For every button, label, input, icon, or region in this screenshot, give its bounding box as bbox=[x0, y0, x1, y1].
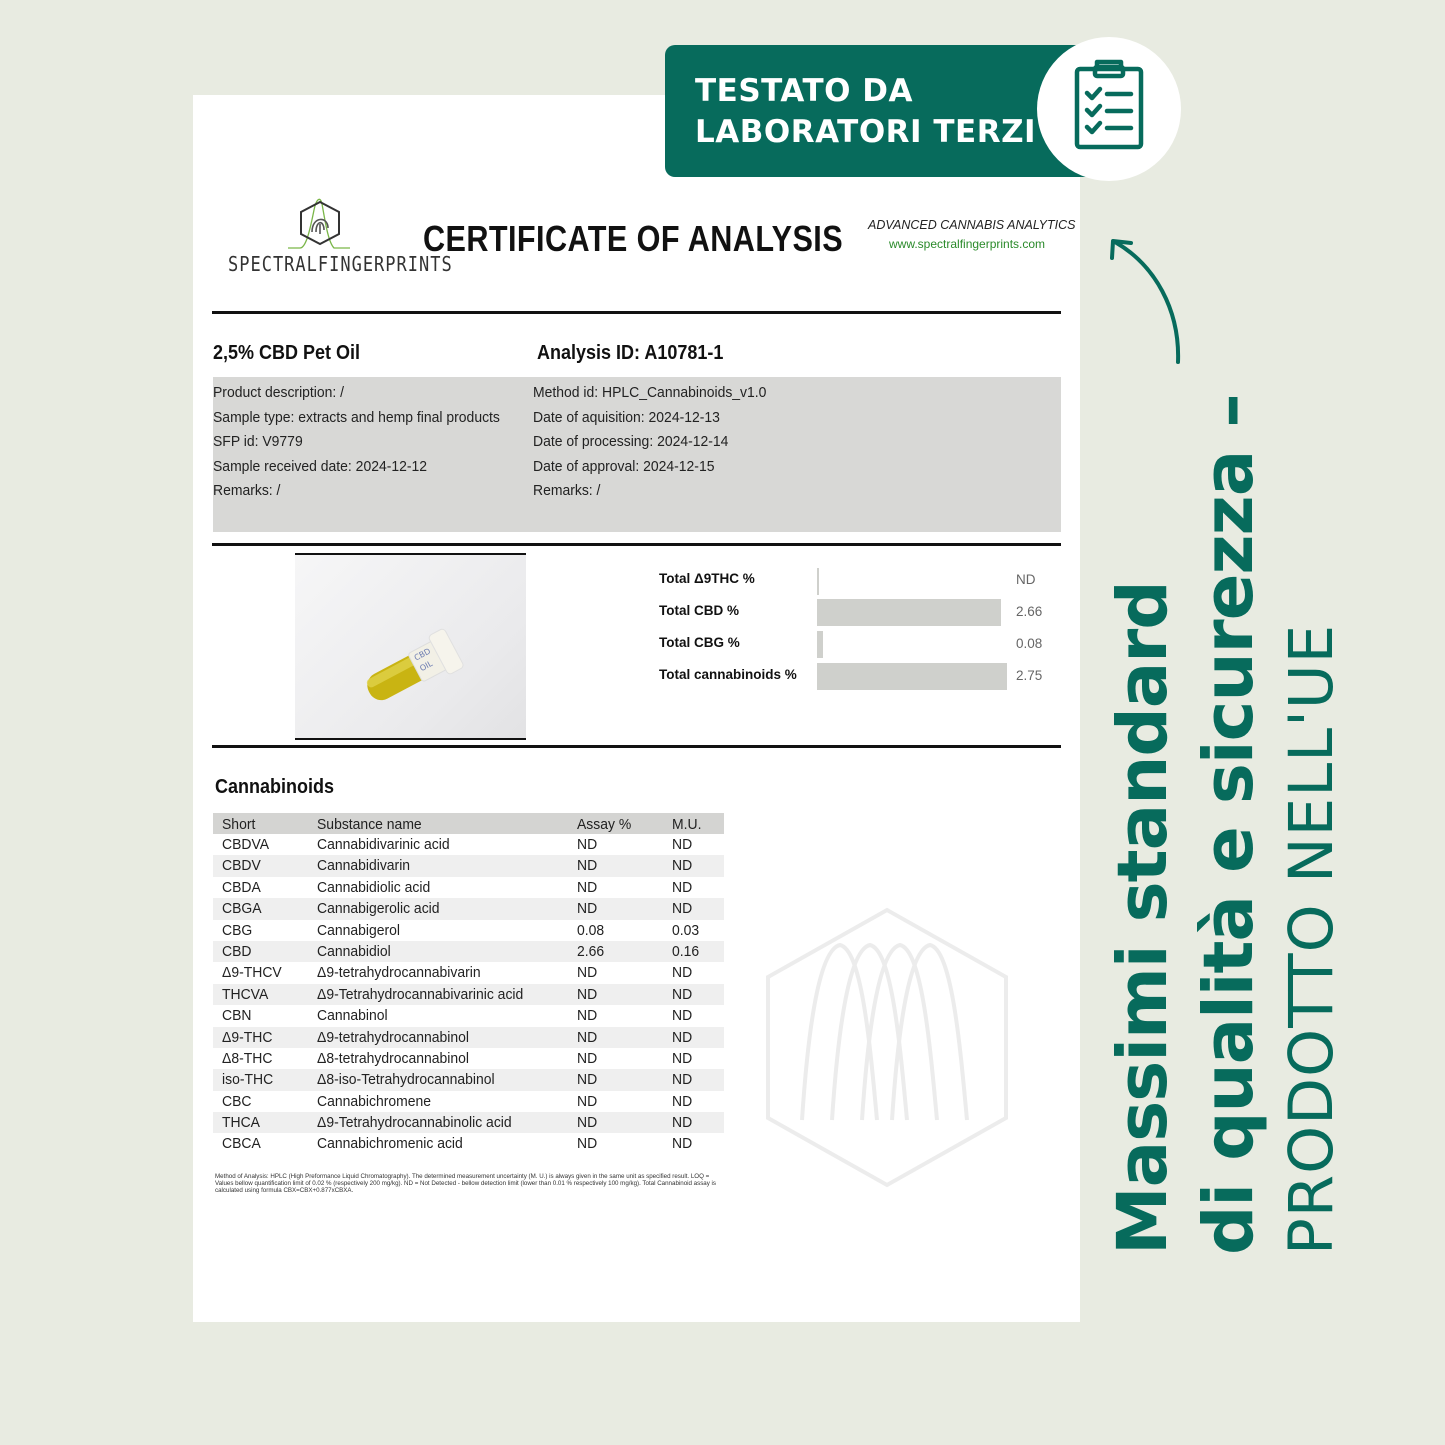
table-row bbox=[213, 1091, 724, 1112]
cell-mu: 0.03 bbox=[672, 921, 700, 939]
cell-assay: 0.08 bbox=[577, 921, 605, 939]
cell-assay: ND bbox=[577, 1049, 598, 1067]
divider bbox=[212, 543, 1061, 546]
cell-short: CBGA bbox=[222, 900, 262, 918]
table-row bbox=[213, 920, 724, 941]
table-row bbox=[213, 1048, 724, 1069]
cell-substance: Δ9-Tetrahydrocannabivarinic acid bbox=[317, 985, 524, 1003]
cell-short: CBD bbox=[222, 942, 252, 960]
cell-substance: Cannabinol bbox=[317, 1007, 388, 1025]
table-row bbox=[213, 1027, 724, 1048]
cell-mu: ND bbox=[672, 836, 693, 853]
cell-assay: ND bbox=[577, 1071, 598, 1089]
info-remarks: Remarks: / bbox=[213, 482, 281, 499]
cell-substance: Cannabigerolic acid bbox=[317, 900, 440, 918]
table-row bbox=[213, 1112, 724, 1133]
cell-mu: ND bbox=[672, 1028, 693, 1046]
cell-mu: ND bbox=[672, 857, 693, 875]
total-cbg-value: 0.08 bbox=[1016, 636, 1043, 651]
cell-assay: ND bbox=[577, 857, 598, 875]
cell-short: iso-THC bbox=[222, 1071, 274, 1089]
cell-substance: Δ8-tetrahydrocannabinol bbox=[317, 1049, 470, 1067]
total-cbd-label: Total CBD % bbox=[659, 603, 739, 618]
badge-line-1: TESTATO DA bbox=[695, 73, 913, 109]
table-row bbox=[213, 1069, 724, 1090]
divider bbox=[212, 745, 1061, 748]
cannabinoids-table bbox=[213, 813, 724, 1155]
cell-mu: ND bbox=[672, 900, 693, 918]
table-row bbox=[213, 962, 724, 983]
info-remarks-right: Remarks: / bbox=[533, 482, 601, 499]
divider bbox=[212, 311, 1061, 314]
cell-short: THCVA bbox=[222, 985, 269, 1003]
badge-line-2: LABORATORI TERZI bbox=[695, 114, 1037, 150]
total-cbg-label: Total CBG % bbox=[659, 635, 740, 650]
total-cannabinoids-label: Total cannabinoids % bbox=[659, 667, 797, 682]
cell-short: Δ8-THC bbox=[222, 1049, 273, 1067]
total-thc-bar bbox=[817, 568, 819, 595]
tagline-line-1: Massimi standard bbox=[1103, 581, 1183, 1255]
cell-assay: ND bbox=[577, 1092, 598, 1110]
vertical-tagline bbox=[1100, 394, 1352, 1255]
table-row bbox=[213, 1005, 724, 1026]
cell-mu: ND bbox=[672, 964, 693, 982]
cell-assay: ND bbox=[577, 900, 598, 918]
badge-text bbox=[695, 71, 1036, 153]
logo-text: SPECTRALFINGERPRINTS bbox=[228, 253, 453, 277]
sample-info-right bbox=[533, 381, 766, 504]
table-header-row bbox=[213, 813, 724, 834]
cell-short: CBG bbox=[222, 921, 253, 939]
header-short: Short bbox=[222, 816, 256, 833]
header-substance: Substance name bbox=[317, 816, 422, 833]
cell-mu: ND bbox=[672, 1049, 693, 1067]
method-footnote: Method of Analysis: HPLC (High Preformance Liquid Chromatography). The determined measurement uncertainty (M. U.) is always given in the same unit as specified result. LOQ = Values bellow quantification limit of 0.02 % (respectively 200 mg/kg). ND = Not Detected - bellow detection limit (lower than 0.01 % respectively 100 mg/kg). Total Cannabinoid assay is calculated using formula CBX=CBX+0.877xCBXA. bbox=[215, 1173, 717, 1195]
lab-website: www.spectralfingerprints.com bbox=[889, 237, 1046, 251]
total-thc-label: Total Δ9THC % bbox=[659, 571, 755, 586]
watermark-logo bbox=[762, 905, 1012, 1190]
analysis-id: Analysis ID: A10781-1 bbox=[537, 342, 724, 364]
table-row bbox=[213, 984, 724, 1005]
cell-short: CBC bbox=[222, 1092, 252, 1110]
table-row bbox=[213, 877, 724, 898]
cell-substance: Δ9-tetrahydrocannabinol bbox=[317, 1028, 470, 1046]
lab-name: ADVANCED CANNABIS ANALYTICS bbox=[868, 218, 1076, 232]
cell-short: CBDA bbox=[222, 878, 261, 896]
cannabinoids-title: Cannabinoids bbox=[215, 776, 335, 798]
cell-assay: ND bbox=[577, 1114, 598, 1132]
cell-mu: ND bbox=[672, 985, 693, 1003]
badge-icon-circle bbox=[1037, 37, 1181, 181]
tagline-line-2: di qualità e sicurezza – bbox=[1189, 394, 1269, 1255]
total-cbd-value: 2.66 bbox=[1016, 604, 1043, 619]
cell-substance: Δ9-Tetrahydrocannabinolic acid bbox=[317, 1114, 512, 1132]
cell-short: CBN bbox=[222, 1007, 252, 1025]
cell-mu: ND bbox=[672, 1071, 693, 1089]
cell-substance: Cannabidiol bbox=[317, 942, 391, 960]
info-acquisition-date: Date of aquisition: 2024-12-13 bbox=[533, 408, 720, 426]
info-received-date: Sample received date: 2024-12-12 bbox=[213, 457, 428, 475]
sample-vial-image bbox=[295, 555, 526, 738]
table-row bbox=[213, 1133, 724, 1154]
table-row bbox=[213, 834, 724, 855]
info-method-id: Method id: HPLC_Cannabinoids_v1.0 bbox=[533, 384, 767, 401]
cell-substance: Cannabichromenic acid bbox=[317, 1135, 463, 1153]
curved-arrow-icon bbox=[1100, 230, 1200, 370]
total-cbd-bar bbox=[817, 599, 1001, 626]
cell-assay: ND bbox=[577, 836, 598, 853]
sample-photo bbox=[295, 553, 526, 740]
product-name: 2,5% CBD Pet Oil bbox=[213, 342, 361, 364]
info-product-description: Product description: / bbox=[213, 384, 345, 401]
cell-substance: Δ9-tetrahydrocannabivarin bbox=[317, 964, 481, 982]
info-approval-date: Date of approval: 2024-12-15 bbox=[533, 457, 715, 475]
cell-assay: 2.66 bbox=[577, 942, 605, 960]
tagline-line-3: PRODOTTO NELL'UE bbox=[1276, 623, 1347, 1255]
cell-substance: Cannabidiolic acid bbox=[317, 878, 431, 896]
info-processing-date: Date of processing: 2024-12-14 bbox=[533, 433, 729, 450]
sample-info-left bbox=[213, 381, 500, 504]
total-cannabinoids-bar bbox=[817, 663, 1007, 690]
svg-text:CBD: CBD bbox=[412, 646, 433, 663]
cell-assay: ND bbox=[577, 964, 598, 982]
total-cbg-bar bbox=[817, 631, 823, 658]
header-mu: M.U. bbox=[672, 816, 702, 833]
cell-assay: ND bbox=[577, 1135, 598, 1153]
info-sfp-id: SFP id: V9779 bbox=[213, 433, 303, 450]
table-row bbox=[213, 941, 724, 962]
cell-mu: ND bbox=[672, 878, 693, 896]
header-assay: Assay % bbox=[577, 816, 632, 833]
cell-substance: Cannabichromene bbox=[317, 1092, 431, 1110]
cell-assay: ND bbox=[577, 1007, 598, 1025]
cell-substance: Cannabidivarin bbox=[317, 857, 411, 875]
cell-mu: ND bbox=[672, 1135, 693, 1153]
cell-short: CBCA bbox=[222, 1135, 261, 1153]
cell-short: Δ9-THC bbox=[222, 1028, 273, 1046]
cell-short: Δ9-THCV bbox=[222, 964, 282, 982]
cell-mu: ND bbox=[672, 1007, 693, 1025]
table-row bbox=[213, 855, 724, 876]
cell-assay: ND bbox=[577, 1028, 598, 1046]
svg-text:OIL: OIL bbox=[418, 659, 435, 674]
cell-substance: Δ8-iso-Tetrahydrocannabinol bbox=[317, 1071, 495, 1089]
table-row bbox=[213, 898, 724, 919]
cell-mu: 0.16 bbox=[672, 942, 700, 960]
cell-assay: ND bbox=[577, 878, 598, 896]
cell-short: THCA bbox=[222, 1114, 260, 1132]
total-thc-value: ND bbox=[1016, 572, 1036, 587]
cell-mu: ND bbox=[672, 1114, 693, 1132]
cell-short: CBDV bbox=[222, 857, 261, 875]
cell-short: CBDVA bbox=[222, 836, 270, 853]
info-sample-type: Sample type: extracts and hemp final products bbox=[213, 408, 500, 426]
certificate-title: CERTIFICATE OF ANALYSIS bbox=[423, 218, 844, 259]
cell-assay: ND bbox=[577, 985, 598, 1003]
total-cannabinoids-value: 2.75 bbox=[1016, 668, 1043, 683]
cell-substance: Cannabidivarinic acid bbox=[317, 836, 450, 853]
cell-substance: Cannabigerol bbox=[317, 921, 400, 939]
clipboard-check-icon bbox=[1073, 57, 1145, 151]
cell-mu: ND bbox=[672, 1092, 693, 1110]
